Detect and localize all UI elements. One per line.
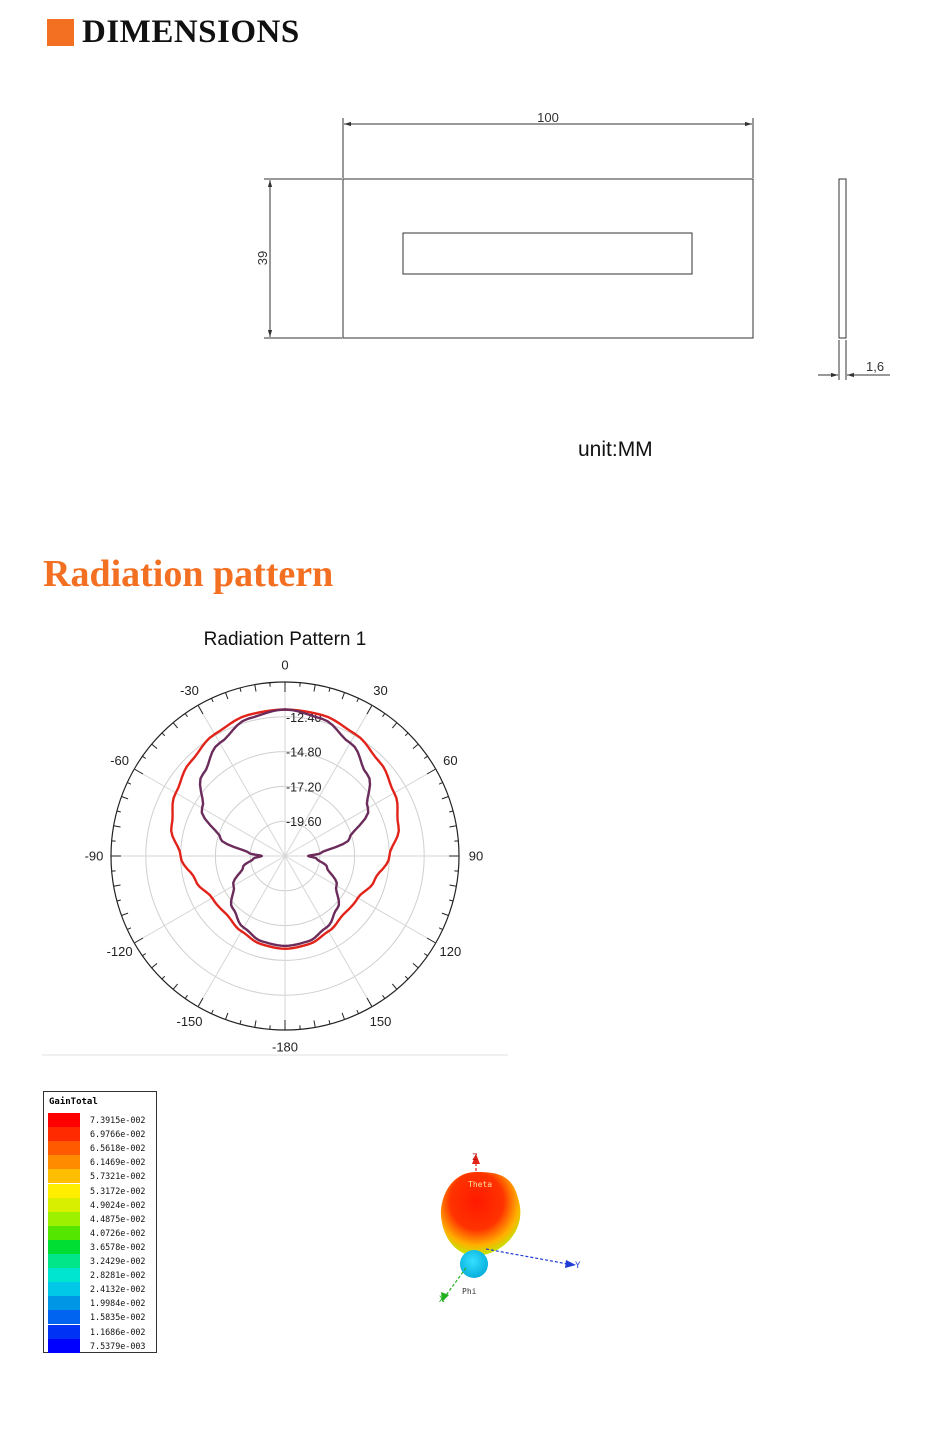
legend-value: 5.7321e-002 <box>90 1171 146 1182</box>
polar-radial-label: -12.40 <box>286 710 322 725</box>
polar-tick-120 <box>427 938 436 943</box>
polar-tick-235 <box>142 954 145 956</box>
polar-tick-205 <box>211 1010 213 1014</box>
axis-y-label: Y <box>575 1261 581 1271</box>
polar-angle-label: 90 <box>468 848 484 864</box>
polar-tick-45 <box>405 733 408 736</box>
polar-tick-325 <box>185 713 187 716</box>
polar-angle-label: -60 <box>110 753 129 768</box>
legend-swatch <box>48 1141 80 1155</box>
axis-x-label: X <box>439 1295 445 1305</box>
legend-row <box>48 1212 156 1226</box>
polar-tick-55 <box>424 756 427 758</box>
legend-swatch <box>48 1212 80 1226</box>
y-axis-line <box>486 1249 568 1264</box>
polar-tick-320 <box>173 723 177 728</box>
legend-swatch <box>48 1155 80 1169</box>
legend-row <box>48 1169 156 1183</box>
legend-row <box>48 1254 156 1268</box>
polar-angle-label: -30 <box>180 683 199 699</box>
polar-tick-285 <box>117 811 121 812</box>
legend-value: 4.0726e-002 <box>90 1227 146 1238</box>
polar-tick-50 <box>413 744 418 748</box>
polar-angle-label: -150 <box>176 1013 203 1029</box>
polar-tick-15 <box>329 688 330 692</box>
legend-swatch <box>48 1282 80 1296</box>
legend-swatch <box>48 1254 80 1268</box>
chart-title: Radiation Pattern 1 <box>203 629 367 650</box>
legend-swatch <box>48 1226 80 1240</box>
dimensions-title: DIMENSIONS <box>82 14 300 50</box>
length-label: 100 <box>537 110 559 125</box>
polar-radial-label: -19.60 <box>286 815 322 830</box>
polar-tick-220 <box>173 984 177 989</box>
polar-angle-label: -180 <box>271 1039 299 1055</box>
polar-tick-290 <box>121 796 128 798</box>
polar-tick-250 <box>121 913 128 915</box>
legend-swatch <box>48 1339 80 1353</box>
legend-value: 4.4875e-002 <box>90 1213 146 1224</box>
legend-value: 3.6578e-002 <box>90 1241 146 1252</box>
polar-tick-215 <box>185 995 187 998</box>
legend-value: 6.1469e-002 <box>90 1157 146 1168</box>
legend-swatch <box>48 1113 80 1127</box>
polar-tick-20 <box>342 692 344 699</box>
polar-tick-300 <box>134 769 143 774</box>
legend-swatch <box>48 1325 80 1339</box>
polar-tick-25 <box>357 698 359 702</box>
polar-angle-label: 0 <box>281 657 289 673</box>
polar-tick-305 <box>142 756 145 758</box>
polar-radial-labels <box>286 711 321 829</box>
polar-angle-label: 30 <box>373 683 388 699</box>
radiation-pattern-title: Radiation pattern <box>43 553 334 595</box>
polar-tick-105 <box>449 900 453 901</box>
legend-swatch <box>48 1296 80 1310</box>
polar-angle-label: 150 <box>369 1013 392 1029</box>
legend-swatch <box>48 1310 80 1324</box>
polar-radial-label: -17.20 <box>286 780 322 795</box>
side-view-outline <box>839 179 846 338</box>
legend-row <box>48 1141 156 1155</box>
width-label: 39 <box>255 250 270 266</box>
polar-tick-280 <box>114 826 121 827</box>
legend-row <box>48 1296 156 1310</box>
polar-tick-70 <box>442 796 449 798</box>
legend-value: 1.1686e-002 <box>90 1326 146 1337</box>
legend-row <box>48 1127 156 1141</box>
gain-legend <box>43 1091 157 1353</box>
polar-spoke-330 <box>198 705 285 856</box>
legend-row <box>48 1113 156 1127</box>
legend-swatch <box>48 1240 80 1254</box>
legend-swatch <box>48 1268 80 1282</box>
polar-tick-200 <box>225 1013 227 1020</box>
legend-swatch <box>48 1169 80 1183</box>
polar-tick-240 <box>134 938 143 943</box>
polar-tick-245 <box>127 928 131 930</box>
polar-angle-label: -90 <box>84 848 104 864</box>
polar-tick-65 <box>439 782 443 784</box>
polar-tick-10 <box>314 685 315 692</box>
axis-z-label: Z <box>472 1153 478 1163</box>
polar-tick-130 <box>413 963 418 967</box>
polar-tick-225 <box>162 976 165 979</box>
legend-row <box>48 1198 156 1212</box>
legend-value: 3.2429e-002 <box>90 1256 146 1266</box>
polar-spoke-300 <box>134 769 285 856</box>
slot-outline <box>403 233 692 274</box>
polar-angle-label: -120 <box>106 944 133 959</box>
polar-tick-60 <box>427 769 436 774</box>
polar-angle-label: 60 <box>443 753 458 768</box>
legend-value: 1.9984e-002 <box>90 1298 146 1309</box>
polar-tick-155 <box>357 1010 359 1014</box>
legend-row <box>48 1325 156 1339</box>
theta-label: Theta <box>468 1180 493 1189</box>
polar-tick-40 <box>392 723 396 728</box>
polar-tick-350 <box>255 685 256 692</box>
polar-tick-335 <box>211 698 213 702</box>
polar-tick-35 <box>383 713 385 716</box>
legend-row <box>48 1310 156 1324</box>
polar-tick-150 <box>367 998 372 1007</box>
polar-tick-315 <box>162 733 165 736</box>
polar-tick-310 <box>152 744 157 748</box>
back-lobe <box>460 1250 488 1278</box>
legend-row <box>48 1226 156 1240</box>
legend-swatch <box>48 1184 80 1198</box>
legend-swatch <box>48 1198 80 1212</box>
polar-tick-145 <box>383 995 385 998</box>
polar-tick-135 <box>405 976 408 979</box>
legend-row <box>48 1155 156 1169</box>
thickness-label: 1,6 <box>866 359 885 374</box>
polar-tick-75 <box>449 811 453 812</box>
polar-spoke-240 <box>134 856 285 943</box>
polar-tick-140 <box>392 984 396 989</box>
legend-swatch <box>48 1127 80 1141</box>
polar-tick-190 <box>255 1020 256 1027</box>
legend-value: 5.3172e-002 <box>90 1185 146 1196</box>
polar-tick-80 <box>449 826 456 827</box>
polar-chart <box>85 629 484 1055</box>
legend-row <box>48 1184 156 1198</box>
pattern-3d <box>439 1153 581 1305</box>
legend-value: 2.4132e-002 <box>90 1284 146 1295</box>
legend-value: 7.3915e-002 <box>90 1115 146 1125</box>
polar-tick-100 <box>449 885 456 886</box>
polar-tick-170 <box>314 1020 315 1027</box>
legend-row <box>48 1339 156 1353</box>
polar-tick-195 <box>240 1020 241 1024</box>
polar-tick-115 <box>439 928 443 930</box>
legend-value: 2.8281e-002 <box>90 1270 146 1281</box>
legend-value: 6.5618e-002 <box>90 1143 146 1154</box>
unit-note: unit:MM <box>578 438 653 461</box>
polar-angle-label: 120 <box>439 944 462 959</box>
polar-tick-125 <box>424 954 427 956</box>
polar-tick-230 <box>152 963 157 967</box>
polar-tick-210 <box>198 998 203 1007</box>
polar-spoke-120 <box>285 856 436 943</box>
legend-row <box>48 1240 156 1254</box>
polar-tick-165 <box>329 1020 330 1024</box>
polar-tick-160 <box>342 1013 344 1020</box>
polar-tick-30 <box>367 705 372 714</box>
polar-tick-295 <box>127 782 131 784</box>
polar-tick-110 <box>442 913 449 915</box>
polar-tick-255 <box>117 900 121 901</box>
legend-value: 6.9766e-002 <box>90 1129 146 1140</box>
legend-value: 4.9024e-002 <box>90 1199 146 1210</box>
legend-row <box>48 1282 156 1296</box>
polar-tick-340 <box>225 692 227 699</box>
legend-row <box>48 1268 156 1282</box>
phi-label: Phi <box>462 1287 477 1296</box>
legend-title: GainTotal <box>49 1097 98 1107</box>
polar-tick-330 <box>198 705 203 714</box>
legend-value: 7.5379e-003 <box>90 1340 146 1351</box>
polar-radial-label: -14.80 <box>286 745 322 760</box>
dimension-drawing <box>264 118 890 380</box>
polar-tick-260 <box>114 885 121 886</box>
legend-value: 1.5835e-002 <box>90 1312 146 1323</box>
polar-tick-345 <box>240 688 241 692</box>
